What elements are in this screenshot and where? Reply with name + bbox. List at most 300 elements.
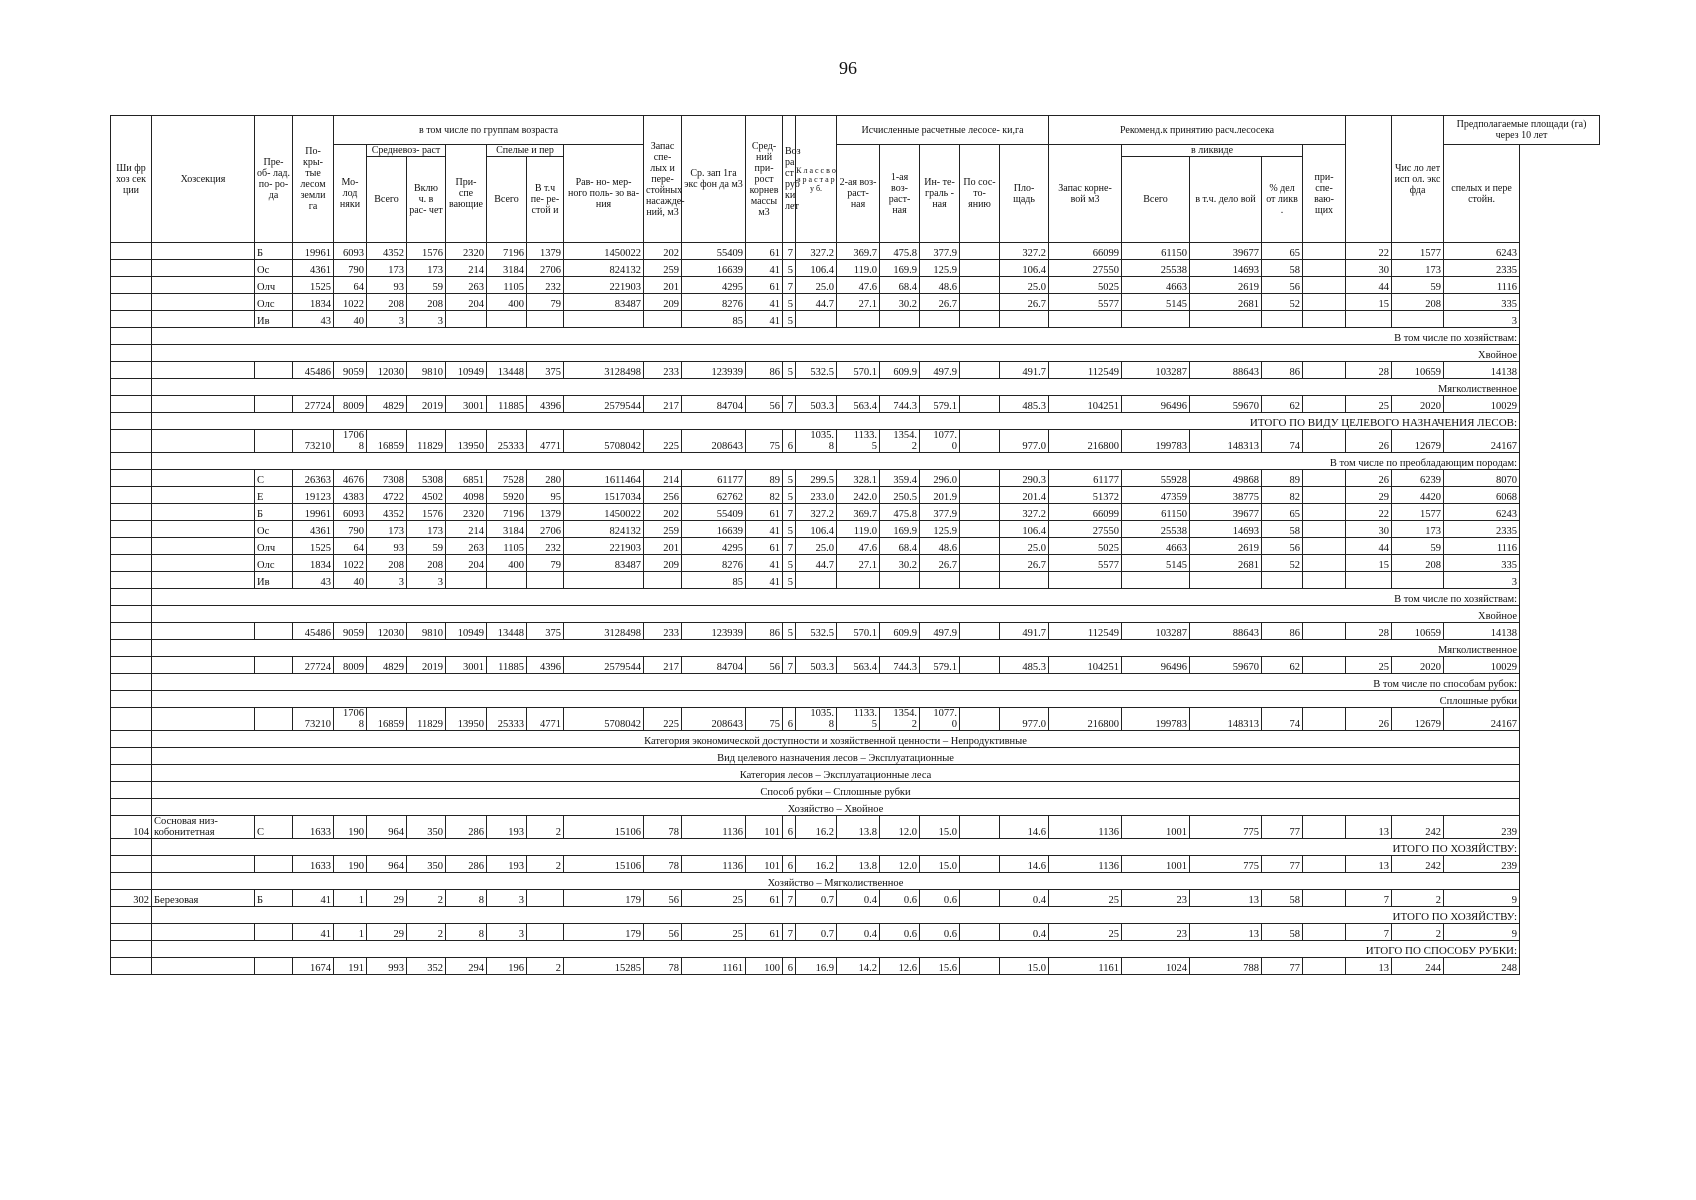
table-row (111, 873, 1600, 890)
table-cell: 26.7 (920, 555, 960, 572)
table-cell: 352 (407, 958, 446, 975)
table-cell (255, 924, 293, 941)
table-cell: 8276 (682, 555, 746, 572)
table-cell (111, 396, 152, 413)
table-cell: 7 (783, 924, 796, 941)
table-cell: 790 (334, 260, 367, 277)
table-row (111, 243, 1600, 260)
hdr-rekomend: Рекоменд.к принятию расч.лесосека (1049, 116, 1346, 145)
table-cell (1303, 311, 1346, 328)
table-cell (487, 572, 527, 589)
table-cell (1303, 396, 1346, 413)
table-row (111, 260, 1600, 277)
table-cell: 4722 (367, 487, 407, 504)
table-cell: 5 (783, 311, 796, 328)
table-cell: 12.0 (880, 856, 920, 873)
table-cell: 3128498 (564, 362, 644, 379)
table-cell (796, 572, 837, 589)
category-row-label: Категория лесов – Эксплуатационные леса (152, 765, 1520, 782)
table-cell: 263 (446, 277, 487, 294)
table-cell: 30.2 (880, 294, 920, 311)
table-row (111, 572, 1600, 589)
table-cell (111, 572, 152, 589)
table-cell (527, 572, 564, 589)
table-cell: 1576 (407, 504, 446, 521)
table-cell: 25 (1346, 657, 1392, 674)
table-cell: 263 (446, 538, 487, 555)
table-cell: 2335 (1444, 260, 1520, 277)
table-cell (960, 277, 1000, 294)
hdr-integral: Ин- те- граль - ная (920, 145, 960, 243)
table-cell (111, 504, 152, 521)
table-cell (111, 487, 152, 504)
table-cell (111, 799, 152, 816)
table-cell (920, 311, 960, 328)
table-cell: 4663 (1122, 277, 1190, 294)
table-cell: 350 (407, 816, 446, 839)
category-row-label: Способ рубки – Сплошные рубки (152, 782, 1520, 799)
table-cell (1262, 311, 1303, 328)
table-cell: 10949 (446, 362, 487, 379)
table-cell: 56 (644, 890, 682, 907)
table-cell (1303, 504, 1346, 521)
table-cell: 327.2 (796, 243, 837, 260)
table-cell: 59 (407, 538, 446, 555)
table-cell: 8009 (334, 396, 367, 413)
table-cell: 5 (783, 294, 796, 311)
table-cell: 58 (1262, 890, 1303, 907)
table-cell: 532.5 (796, 623, 837, 640)
table-cell: 56 (746, 396, 783, 413)
table-cell: 1001 (1122, 856, 1190, 873)
hdr-perv-vozrast: 1-ая воз- раст- ная (880, 145, 920, 243)
table-cell (111, 260, 152, 277)
table-cell: 532.5 (796, 362, 837, 379)
table-cell (111, 674, 152, 691)
table-cell: 204 (446, 555, 487, 572)
table-cell: 1576 (407, 243, 446, 260)
table-row (111, 453, 1600, 470)
table-cell: 93 (367, 538, 407, 555)
table-cell: 16639 (682, 521, 746, 538)
table-cell: 503.3 (796, 396, 837, 413)
table-cell: 6093 (334, 243, 367, 260)
table-cell: 4098 (446, 487, 487, 504)
table-cell: 1354. 2 (880, 708, 920, 731)
category-row-label: Категория экономической доступности и хозяйственной ценности – Непродуктивные (152, 731, 1520, 748)
table-cell: 169.9 (880, 260, 920, 277)
table-cell: 328.1 (837, 470, 880, 487)
table-cell: 193 (487, 816, 527, 839)
table-cell (255, 708, 293, 731)
table-cell (111, 470, 152, 487)
table-cell: 1633 (293, 816, 334, 839)
table-cell (1303, 555, 1346, 572)
table-cell: 290.3 (1000, 470, 1049, 487)
table-cell: 56 (1262, 538, 1303, 555)
table-cell: 78 (644, 856, 682, 873)
table-cell: 5708042 (564, 430, 644, 453)
table-cell: 6093 (334, 504, 367, 521)
hdr-ischisl: Исчисленные расчетные лесосе- ки,га (837, 116, 1049, 145)
table-cell (111, 453, 152, 470)
table-cell: 84704 (682, 396, 746, 413)
table-cell: 12679 (1392, 708, 1444, 731)
table-cell: 790 (334, 521, 367, 538)
table-cell: 25.0 (796, 277, 837, 294)
table-cell: 45486 (293, 623, 334, 640)
table-cell: 0.7 (796, 890, 837, 907)
table-cell: 27.1 (837, 555, 880, 572)
table-cell (111, 748, 152, 765)
table-cell (1303, 470, 1346, 487)
table-cell: 1525 (293, 277, 334, 294)
table-cell: 208 (1392, 294, 1444, 311)
table-cell: 28 (1346, 362, 1392, 379)
table-cell (1303, 430, 1346, 453)
hdr-vtch-perestoi: В т.ч пе- ре- стой и (527, 157, 564, 243)
table-cell: 503.3 (796, 657, 837, 674)
table-cell (1262, 572, 1303, 589)
table-cell (487, 311, 527, 328)
table-cell: 41 (746, 311, 783, 328)
table-cell: 5577 (1049, 555, 1122, 572)
table-cell: 14693 (1190, 521, 1262, 538)
table-cell: 61 (746, 277, 783, 294)
table-cell: 65 (1262, 243, 1303, 260)
table-cell: 6 (783, 856, 796, 873)
table-cell: 2 (407, 924, 446, 941)
table-cell: 9 (1444, 924, 1520, 941)
table-cell: 2320 (446, 504, 487, 521)
table-cell (111, 589, 152, 606)
table-cell (837, 311, 880, 328)
table-cell: 5 (783, 362, 796, 379)
table-cell: 86 (746, 623, 783, 640)
table-cell: 12.6 (880, 958, 920, 975)
table-cell: 1022 (334, 555, 367, 572)
table-cell (960, 311, 1000, 328)
table-cell (1122, 311, 1190, 328)
table-cell: Ос (255, 260, 293, 277)
table-cell: 964 (367, 856, 407, 873)
table-cell: 39677 (1190, 504, 1262, 521)
table-cell: 2579544 (564, 396, 644, 413)
table-cell: 0.4 (1000, 924, 1049, 941)
table-cell (564, 572, 644, 589)
table-cell (960, 708, 1000, 731)
table-cell (111, 538, 152, 555)
section-label: Хвойное (152, 345, 1520, 362)
table-cell: 4663 (1122, 538, 1190, 555)
table-row (111, 782, 1600, 799)
table-cell (111, 311, 152, 328)
section-label: ИТОГО ПО СПОСОБУ РУБКИ: (152, 941, 1520, 958)
table-cell: 1161 (1049, 958, 1122, 975)
table-row (111, 640, 1600, 657)
table-cell: 11885 (487, 657, 527, 674)
table-cell (960, 504, 1000, 521)
table-cell: 40 (334, 572, 367, 589)
table-row (111, 504, 1600, 521)
table-cell: 1024 (1122, 958, 1190, 975)
table-cell: 16859 (367, 708, 407, 731)
table-cell: Б (255, 890, 293, 907)
table-cell: 27.1 (837, 294, 880, 311)
table-cell: 5145 (1122, 555, 1190, 572)
hdr-srednevozrast: Средневоз- раст (367, 145, 446, 157)
table-cell: 1035. 8 (796, 708, 837, 731)
table-cell: 82 (746, 487, 783, 504)
table-cell: 1450022 (564, 504, 644, 521)
table-cell: 9810 (407, 623, 446, 640)
hdr-pokrytye: По- кры- тые лесом земли га (293, 116, 334, 243)
table-cell: 6243 (1444, 243, 1520, 260)
table-cell: 201 (644, 277, 682, 294)
table-cell: 45486 (293, 362, 334, 379)
table-cell: 8276 (682, 294, 746, 311)
table-cell: 48.6 (920, 538, 960, 555)
table-cell: 2335 (1444, 521, 1520, 538)
table-cell: 61150 (1122, 504, 1190, 521)
table-cell (527, 311, 564, 328)
table-cell: 2579544 (564, 657, 644, 674)
table-cell: 13 (1346, 816, 1392, 839)
table-cell: 59670 (1190, 396, 1262, 413)
table-cell: 19961 (293, 243, 334, 260)
table-cell: 280 (527, 470, 564, 487)
table-cell (111, 907, 152, 924)
table-cell: 29 (367, 924, 407, 941)
table-cell: 75 (746, 430, 783, 453)
table-cell: 294 (446, 958, 487, 975)
table-cell: 43 (293, 572, 334, 589)
table-cell: 2020 (1392, 657, 1444, 674)
table-cell: Олч (255, 277, 293, 294)
table-cell (960, 294, 1000, 311)
table-cell (111, 839, 152, 856)
table-cell (152, 487, 255, 504)
table-cell: 302 (111, 890, 152, 907)
table-row (111, 748, 1600, 765)
table-cell: 106.4 (796, 521, 837, 538)
hdr-zapas: Запас спе- лых и пере- стойных насажде- ний, м3 (644, 116, 682, 243)
table-cell: 14138 (1444, 362, 1520, 379)
table-cell: 29 (1346, 487, 1392, 504)
table-cell: 232 (527, 277, 564, 294)
table-cell (152, 657, 255, 674)
table-cell: 101 (746, 856, 783, 873)
table-cell: 1633 (293, 856, 334, 873)
table-cell: 86 (1262, 362, 1303, 379)
table-cell: 788 (1190, 958, 1262, 975)
table-body (111, 243, 1600, 975)
section-label: В том числе по преобладающим породам: (152, 453, 1520, 470)
table-cell (960, 924, 1000, 941)
table-cell: 2020 (1392, 396, 1444, 413)
table-cell: 1379 (527, 243, 564, 260)
table-cell: 2320 (446, 243, 487, 260)
table-cell (255, 430, 293, 453)
table-cell: 56 (746, 657, 783, 674)
table-cell (960, 487, 1000, 504)
table-cell (960, 555, 1000, 572)
table-cell: 570.1 (837, 623, 880, 640)
table-cell: 286 (446, 856, 487, 873)
table-cell: 993 (367, 958, 407, 975)
table-cell (1303, 816, 1346, 839)
table-cell (255, 958, 293, 975)
table-cell: 3 (367, 311, 407, 328)
table-cell: 209 (644, 294, 682, 311)
table-cell: 10659 (1392, 362, 1444, 379)
table-cell (960, 260, 1000, 277)
table-cell: 0.6 (920, 890, 960, 907)
section-label: ИТОГО ПО ХОЗЯЙСТВУ: (152, 907, 1520, 924)
table-cell: 1136 (1049, 816, 1122, 839)
table-cell (152, 538, 255, 555)
table-cell: 1035. 8 (796, 430, 837, 453)
table-cell: 12030 (367, 623, 407, 640)
table-row (111, 691, 1600, 708)
table-cell: 51372 (1049, 487, 1122, 504)
table-cell: 26 (1346, 430, 1392, 453)
table-cell: 299.5 (796, 470, 837, 487)
table-row (111, 958, 1600, 975)
table-cell: 1022 (334, 294, 367, 311)
table-cell (152, 555, 255, 572)
table-cell (152, 572, 255, 589)
table-cell: 248 (1444, 958, 1520, 975)
table-cell: 15.6 (920, 958, 960, 975)
table-cell: 375 (527, 623, 564, 640)
table-cell (644, 311, 682, 328)
table-cell: 61150 (1122, 243, 1190, 260)
table-cell: 125.9 (920, 521, 960, 538)
table-cell: 497.9 (920, 362, 960, 379)
table-cell: 3 (367, 572, 407, 589)
table-cell: 41 (293, 890, 334, 907)
table-cell: 5025 (1049, 538, 1122, 555)
table-cell: 609.9 (880, 362, 920, 379)
table-cell: 250.5 (880, 487, 920, 504)
table-cell: 14.6 (1000, 856, 1049, 873)
table-cell: 10029 (1444, 657, 1520, 674)
table-cell: 369.7 (837, 243, 880, 260)
table-cell (880, 311, 920, 328)
table-cell: 11829 (407, 430, 446, 453)
table-cell: 47.6 (837, 277, 880, 294)
table-cell: 88643 (1190, 623, 1262, 640)
table-cell: 66099 (1049, 504, 1122, 521)
table-cell: 359.4 (880, 470, 920, 487)
table-cell (1049, 572, 1122, 589)
table-cell (111, 856, 152, 873)
table-cell: 65 (1262, 504, 1303, 521)
table-cell: 12679 (1392, 430, 1444, 453)
table-cell: 13448 (487, 623, 527, 640)
table-cell: 9810 (407, 362, 446, 379)
table-cell: 208643 (682, 708, 746, 731)
table-cell: 15.0 (920, 856, 960, 873)
table-cell: 239 (1444, 816, 1520, 839)
table-cell: 26.7 (1000, 294, 1049, 311)
table-cell: 119.0 (837, 521, 880, 538)
table-cell: 52 (1262, 555, 1303, 572)
table-cell: 3 (407, 311, 446, 328)
table-cell: 3184 (487, 521, 527, 538)
table-cell (1303, 856, 1346, 873)
table-cell: 12.0 (880, 816, 920, 839)
hdr-chislo-let: Чис ло лет исп ол. экс фда (1392, 116, 1444, 243)
table-cell (152, 362, 255, 379)
table-cell: 1116 (1444, 538, 1520, 555)
table-cell: 208 (1392, 555, 1444, 572)
table-cell: 1674 (293, 958, 334, 975)
table-cell: 25333 (487, 708, 527, 731)
table-cell: 22 (1346, 243, 1392, 260)
table-cell: 41 (746, 521, 783, 538)
table-cell: 0.7 (796, 924, 837, 941)
table-cell: 1133. 5 (837, 708, 880, 731)
table-cell: 23 (1122, 924, 1190, 941)
table-cell: 4396 (527, 396, 564, 413)
table-cell: 1834 (293, 555, 334, 572)
table-cell: 62 (1262, 657, 1303, 674)
table-cell: 13950 (446, 708, 487, 731)
table-cell: 2619 (1190, 277, 1262, 294)
section-label: В том числе по способам рубок: (152, 674, 1520, 691)
table-cell: 173 (1392, 521, 1444, 538)
table-row (111, 379, 1600, 396)
hdr-ravnomer: Рав- но- мер- ного поль- зо ва- ния (564, 145, 644, 243)
table-cell (111, 873, 152, 890)
section-label: Мягколиственное (152, 379, 1520, 396)
table-cell: 2 (1392, 890, 1444, 907)
table-cell: 964 (367, 816, 407, 839)
table-cell: 233 (644, 623, 682, 640)
table-cell: 41 (293, 924, 334, 941)
table-cell: 2019 (407, 396, 446, 413)
table-cell (446, 311, 487, 328)
table-cell (111, 413, 152, 430)
table-cell: 173 (1392, 260, 1444, 277)
table-cell (960, 362, 1000, 379)
table-cell: 41 (746, 572, 783, 589)
table-cell: 3 (1444, 311, 1520, 328)
table-cell: 4396 (527, 657, 564, 674)
table-cell: 30 (1346, 260, 1392, 277)
table-cell: 13 (1190, 924, 1262, 941)
table-cell: 609.9 (880, 623, 920, 640)
table-cell: 10659 (1392, 623, 1444, 640)
table-cell: 86 (1262, 623, 1303, 640)
table-cell: 563.4 (837, 657, 880, 674)
table-cell: 52 (1262, 294, 1303, 311)
table-cell: 3001 (446, 396, 487, 413)
table-cell: 148313 (1190, 430, 1262, 453)
table-cell: 6 (783, 708, 796, 731)
table-cell: 232 (527, 538, 564, 555)
table-cell: 1517034 (564, 487, 644, 504)
table-cell: 5 (783, 487, 796, 504)
table-cell: 44 (1346, 277, 1392, 294)
table-cell: 977.0 (1000, 430, 1049, 453)
table-cell: 13.8 (837, 816, 880, 839)
table-cell (111, 941, 152, 958)
page-number: 96 (839, 58, 857, 78)
table-cell: 84704 (682, 657, 746, 674)
